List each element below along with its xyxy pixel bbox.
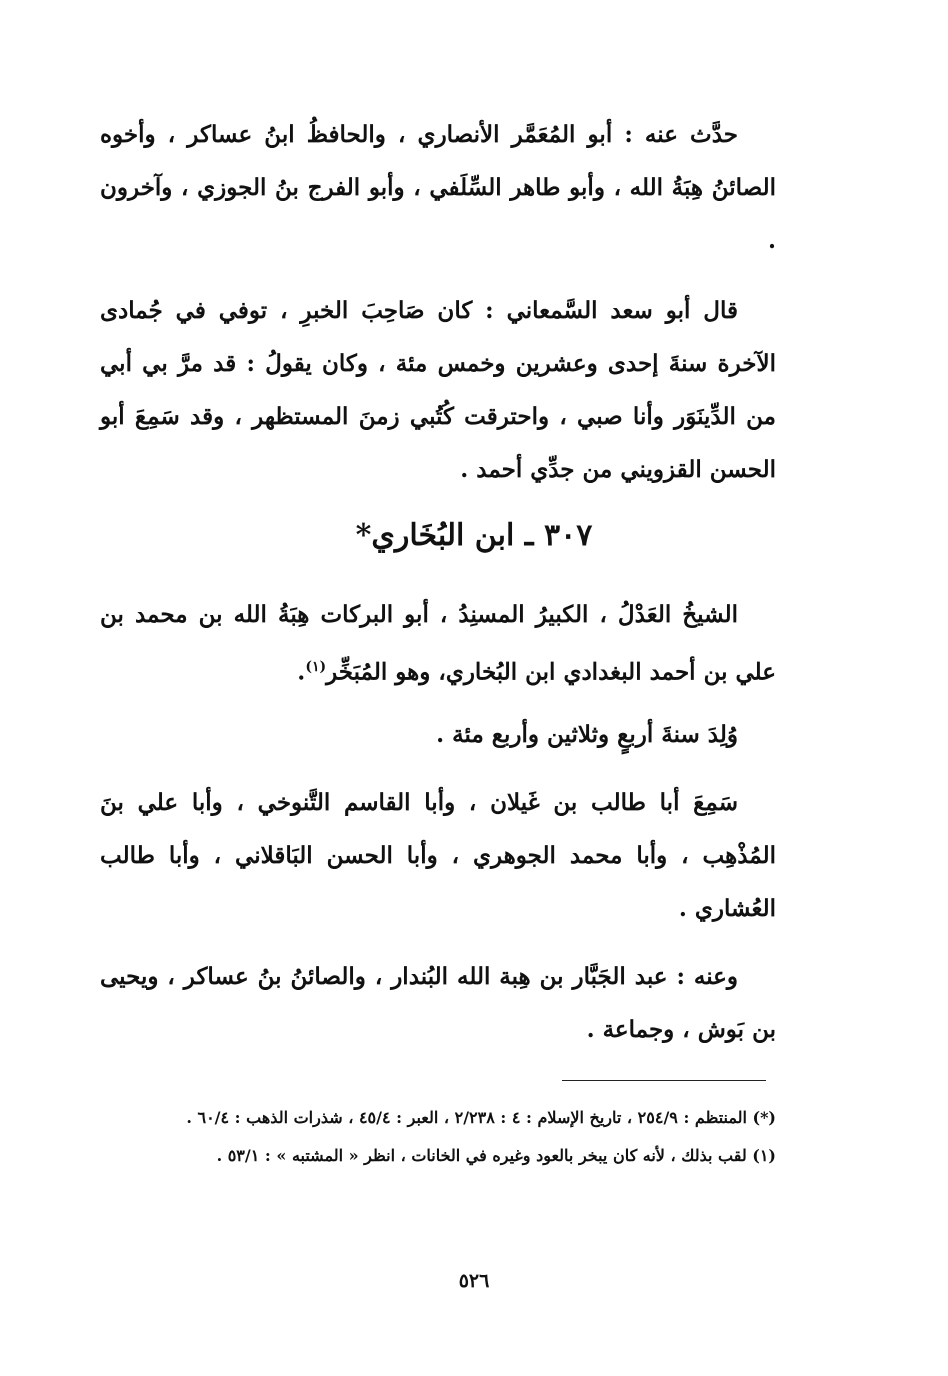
paragraph-text: وعنه : عبد الجَبَّار بن هِبة الله البُندار ، والصائنُ بنُ عساكر ، ويحيى بن بَوش ، وجماعة .	[100, 963, 776, 1043]
paragraph-text: وُلِدَ سنةَ أربعٍ وثلاثين وأربع مئة .	[436, 721, 738, 748]
paragraph-students	[100, 950, 776, 1056]
paragraph-teachers	[100, 776, 776, 935]
footnote-1: (١) لقب بذلك ، لأنه كان يبخر بالعود وغيره في الخانات ، انظر « المشتبه » : ٥٣/١ .	[216, 1146, 776, 1165]
paragraph-samani-quote	[100, 284, 776, 496]
paragraph-biography-intro	[100, 588, 776, 699]
paragraph-text: قال أبو سعد السَّمعاني : كان صَاحِبَ الخبرِ ، توفي في جُمادى الآخرة سنةَ إحدى وعشرين وخمس مئة ، وكان يقولُ : قد مرَّ بي أبي من الدِّينَوَر وأنا صبي ، واحترقت كُتُبي زمنَ المستظهر ، وقد سَمِعَ أبو الحسن القزويني من جدِّي أحمد .	[100, 297, 776, 483]
paragraph-birth	[100, 708, 776, 761]
paragraph-text	[100, 588, 776, 699]
paragraph-text: سَمِعَ أبا طالب بن غَيلان ، وأبا القاسم التَّنوخي ، وأبا علي بنَ المُذْهِب ، وأبا محمد الجوهري ، وأبا الحسن البَاقلاني ، وأبا طالب العُشاري .	[100, 789, 776, 922]
entry-heading: ٣٠٧ ـ ابن البُخَاري*	[355, 518, 593, 553]
footnotes-section	[100, 1100, 776, 1176]
footnote-divider	[562, 1080, 766, 1081]
paragraph-text-end: .	[297, 658, 306, 686]
paragraph-text: حدَّث عنه : أبو المُعَمَّر الأنصاري ، والحافظُ ابنُ عساكر ، وأخوه الصائنُ هِبَةُ الله ، وأبو طاهر السِّلَفي ، وأبو الفرج بنُ الجوزي ، وآخرون .	[100, 121, 776, 254]
paragraph-narrators-from-him	[100, 108, 776, 267]
paragraph-text-main: الشيخُ العَدْلُ ، الكبيرُ المسنِدُ ، أبو البركات هِبَةُ الله بن محمد بن علي بن أحمد البغدادي ابن البُخاري، وهو المُبَخِّر	[100, 601, 776, 686]
footnote-reference: (١)	[305, 659, 327, 675]
page-number: ٥٢٦	[458, 1270, 490, 1292]
footnote-sources: (*) المنتظم : ٢٥٤/٩ ، تاريخ الإسلام : ٤ : ٢/٢٣٨ ، العبر : ٤٥/٤ ، شذرات الذهب : ٦٠/٤ .	[186, 1108, 776, 1127]
